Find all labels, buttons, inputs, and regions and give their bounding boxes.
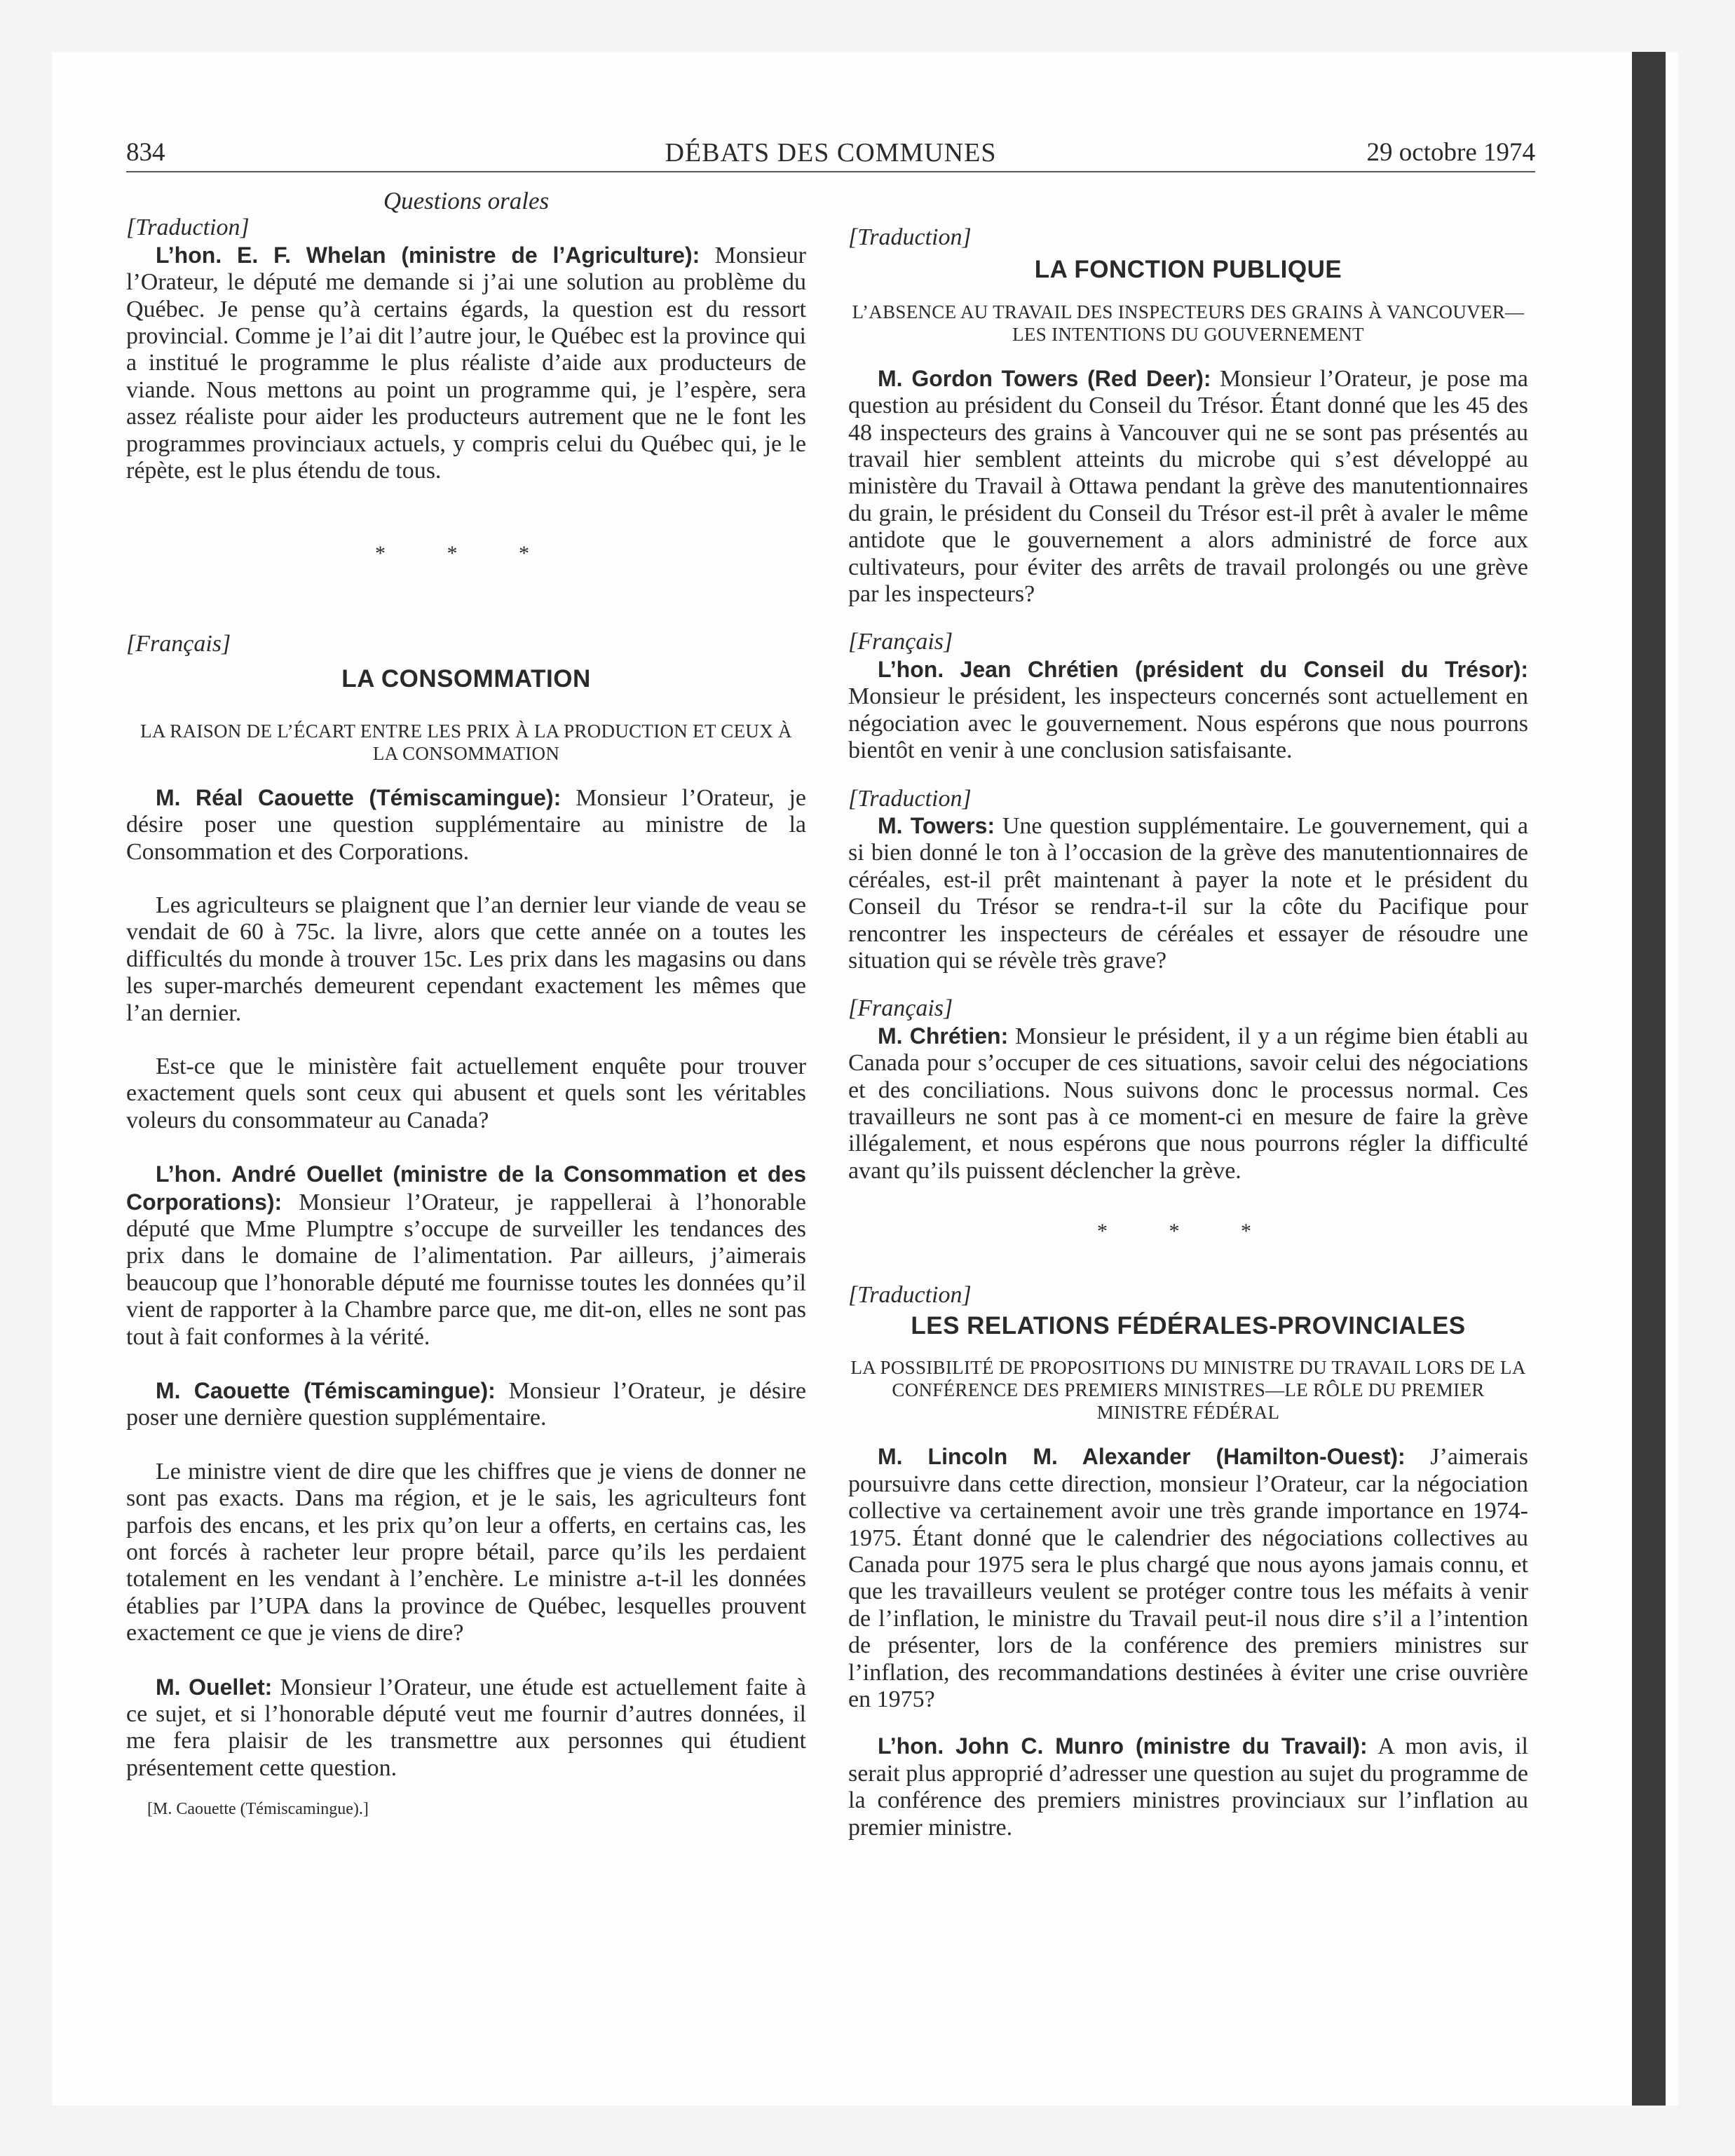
paragraph-text: J’aimerais poursuivre dans cette direction, monsieur l’Orateur, car la négociation collective va certainement avoir une très grande importance en 1974-1975. Étant donné que le calendrier des négociations collectives au Canada pour 1975 sera le plus chargé que nous ayons jamais connu, et que les travailleurs veulent se protéger contre tous les méfaits à venir de l’inflation, le ministre du Travail peut-il nous dire s’il a l’intention de présenter, lors de la conférence des premiers ministres sur l’inflation, des recommandations destinées à éviter une crise ouvrière en 1975? [848, 1444, 1529, 1713]
section-subtitle: LA POSSIBILITÉ DE PROPOSITIONS DU MINISTRE DU TRAVAIL LORS DE LA CONFÉRENCE DES PREMIERS MINISTRES—LE RÔLE DU PREMIER MINISTRE FÉDÉRAL [850, 1357, 1526, 1424]
language-tag: [Traduction] [848, 224, 972, 250]
paragraph [126, 1161, 806, 1351]
language-tag: [Traduction] [126, 214, 250, 241]
language-tag: [Français] [126, 630, 231, 657]
speaker-name: M. Caouette (Témiscamingue): [156, 1378, 496, 1403]
section-title: LA FONCTION PUBLIQUE [1034, 256, 1342, 284]
left-column [126, 188, 806, 1823]
speaker-name: M. Ouellet: [156, 1674, 273, 1700]
scan-edge-shadow [1632, 52, 1666, 2106]
paragraph-text: Monsieur l’Orateur, je désire poser une dernière question supplémentaire. [126, 1378, 806, 1431]
paragraph-text: Monsieur l’Orateur, une étude est actuellement faite à ce sujet, et si l’honorable député veut me fournir d’autres données, il me fera plaisir de les transmettre aux personnes qui étudient présentement cette question. [126, 1674, 807, 1781]
section-title: LES RELATIONS FÉDÉRALES-PROVINCIALES [911, 1312, 1466, 1339]
speaker-name: L’hon. Jean Chrétien (président du Conseil du Trésor): [878, 656, 1528, 682]
paragraph-text: Monsieur le président, il y a un régime bien établi au Canada pour s’occuper de ces situations, savoir celui des négociations et des conciliations. Nous suivons donc le processus normal. Ces travailleurs ne sont pas à ce moment-ci en mesure de faire la grève illégalement, et nous espérons que nous pourrons régler la difficulté avant qu’ils puissent déclencher la grève. [848, 1023, 1529, 1184]
paragraph: Le ministre vient de dire que les chiffres que je viens de donner ne sont pas exacts. Dans ma région, et je le sais, les agriculteurs font parfois des encans, et les prix qu’on leur a offerts, en certains cas, les ont forcés à racheter leur propre bétail, parce qu’ils les perdaient totalement en les vendant à l’enchère. Le ministre a-t-il les données établies par l’UPA dans la province de Québec, lesquelles prouvent exactement ce que je viens de dire? [126, 1458, 806, 1646]
paragraph [848, 1443, 1528, 1713]
speaker-name: L’hon. E. F. Whelan (ministre de l’Agriculture): [156, 242, 700, 268]
right-column [848, 188, 1528, 1841]
paragraph: Les agriculteurs se plaignent que l’an dernier leur viande de veau se vendait de 60 à 75c. la livre, alors que cette année on a toutes les difficultés du monde à trouver 15c. Les prix dans les magasins ou dans les super-marchés demeurent cependant exactement les mêmes que l’an dernier. [126, 892, 806, 1026]
paragraph: Est-ce que le ministère fait actuellement enquête pour trouver exactement quels sont ceux qui abusent et quels sont les véritables voleurs du consommateur au Canada? [126, 1053, 806, 1133]
paragraph [848, 1733, 1528, 1841]
publication-date: 29 octobre 1974 [1366, 138, 1535, 167]
section-subtitle: LA RAISON DE L’ÉCART ENTRE LES PRIX À LA PRODUCTION ET CEUX À LA CONSOMMATION [140, 720, 792, 764]
running-head: Questions orales [383, 187, 550, 214]
section-subtitle: L’ABSENCE AU TRAVAIL DES INSPECTEURS DES GRAINS À VANCOUVER—LES INTENTIONS DU GOUVERNEMENT [852, 301, 1525, 345]
paragraph-text: Monsieur le président, les inspecteurs concernés sont actuellement en négociation avec le gouvernement. Nous espérons que nous pourrons bientôt en venir à une conclusion satisfaisante. [848, 683, 1528, 764]
publication-title: DÉBATS DES COMMUNES [665, 138, 997, 168]
paragraph [126, 242, 806, 485]
section-separator: * * * [375, 542, 557, 566]
speaker-name: M. Lincoln M. Alexander (Hamilton-Ouest): [878, 1444, 1406, 1470]
paragraph-text: Monsieur l’Orateur, je pose ma question au président du Conseil du Trésor. Étant donné que les 45 des 48 inspecteurs des grains à Vancouver qui ne se sont pas présentés au travail hier semblent atteints du microbe qui s’est développé au ministère du Travail à Ottawa pendant la grève des manutentionnaires du grain, le président du Conseil du Trésor est-il prêt à avaler le même antidote que le gouvernement a alors administré de force aux cultivateurs, pour éviter des arrêts de travail prolongés ou une grève par les inspecteurs? [848, 365, 1529, 608]
paragraph [848, 1023, 1528, 1185]
header-rule [126, 171, 1535, 172]
paragraph [126, 784, 806, 866]
speaker-name: L’hon. André Ouellet (ministre de la Consommation et des Corporations): [126, 1161, 806, 1215]
language-tag: [Français] [848, 995, 953, 1022]
paragraph-text: Monsieur l’Orateur, je rappellerai à l’honorable député que Mme Plumptre s’occupe de surveiller les tendances des prix dans le domaine de l’alimentation. Par ailleurs, j’aimerais beaucoup que l’honorable député me fournisse toutes les données qu’il vient de rapporter à la Chambre parce que, me dit-on, elles ne sont pas tout à fait conformes à la vérité. [126, 1189, 807, 1350]
speaker-name: M. Réal Caouette (Témiscamingue): [156, 784, 562, 810]
marginal-note: [M. Caouette (Témiscamingue).] [147, 1800, 369, 1819]
page-header [126, 137, 1535, 172]
paragraph [848, 365, 1528, 608]
paragraph-text: A mon avis, il serait plus approprié d’adresser une question au sujet du programme de la conférence des premiers ministres provinciaux sur l’inflation au premier ministre. [848, 1733, 1529, 1841]
paragraph-text: Monsieur l’Orateur, le député me demande si j’ai une solution au problème du Québec. Je pense qu’à certains égards, la question est du ressort provincial. Comme je l’ai dit l’autre jour, le Québec est la province qui a institué le programme le plus réaliste d’aide aux producteurs de viande. Nous mettons au point un programme qui, je l’espère, sera assez réaliste pour aider les producteurs autrement que ne le font les programmes provinciaux actuels, y compris celui du Québec qui, je le répète, est le plus étendu de tous. [126, 242, 806, 484]
paragraph [848, 656, 1528, 765]
language-tag: [Français] [848, 629, 953, 655]
page-number: 834 [126, 138, 165, 167]
speaker-name: L’hon. John C. Munro (ministre du Travail): [878, 1733, 1368, 1759]
paragraph [848, 812, 1528, 974]
speaker-name: M. Chrétien: [878, 1023, 1009, 1049]
language-tag: [Traduction] [848, 785, 972, 812]
paragraph [126, 1674, 806, 1782]
speaker-name: M. Towers: [878, 812, 995, 838]
section-title: LA CONSOMMATION [341, 665, 591, 693]
section-separator: * * * [1097, 1220, 1279, 1243]
paragraph-text: Monsieur l’Orateur, je désire poser une question supplémentaire au ministre de la Consommation et des Corporations. [126, 784, 807, 865]
paragraph [126, 1377, 806, 1432]
paragraph-text: Une question supplémentaire. Le gouvernement, qui a si bien donné le ton à l’occasion de la grève des manutentionnaires de céréales, est-il prêt maintenant à payer la note et le président du Conseil du Trésor se rendra-t-il sur la côte du Pacifique pour rencontrer les inspecteurs de céréales et essayer de résoudre une situation qui se révèle très grave? [848, 812, 1529, 974]
speaker-name: M. Gordon Towers (Red Deer): [878, 365, 1211, 391]
language-tag: [Traduction] [848, 1281, 972, 1308]
